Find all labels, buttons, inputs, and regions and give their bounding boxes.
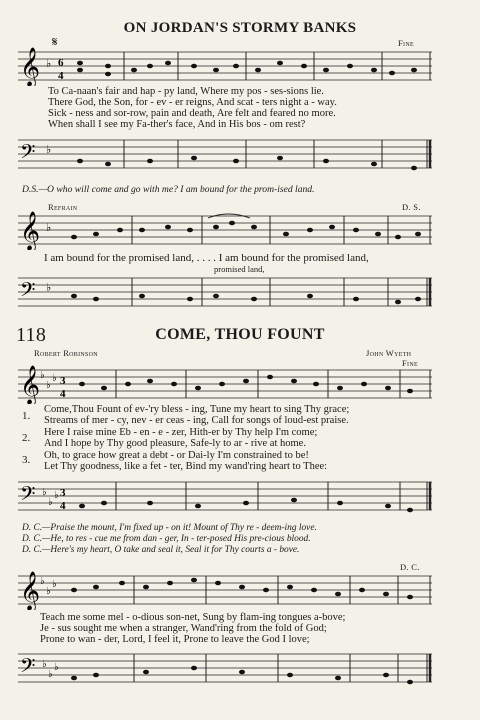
svg-text:♭: ♭ [48,669,53,680]
treble-staff [18,364,432,404]
refrain-label: Refrain [48,202,78,212]
svg-text:4: 4 [60,500,66,512]
svg-text:♭: ♭ [48,497,53,508]
svg-text:♭: ♭ [46,380,51,391]
author-credit: Robert Robinson [34,348,98,358]
fine-marker: Fine [402,358,418,368]
svg-text:♭: ♭ [40,576,45,587]
composer-credit: John Wyeth [366,348,412,358]
svg-text:♭: ♭ [54,490,59,501]
chorus-line: Prone to wan - der, Lord, I feel it, Prone to leave the God I love; [40,634,310,645]
verse-line: When shall I see my Fa-ther's face, And in His bos - om rest? [48,119,306,130]
svg-text:♭: ♭ [52,373,57,384]
svg-text:𝄢: 𝄢 [20,482,36,510]
hymn-number: 118 [16,324,47,346]
svg-text:♭: ♭ [42,659,47,670]
verse-line: Streams of mer - cy, nev - er ceas - ing, Call for songs of loud-est praise. [44,415,349,426]
segno-symbol: 𝄋 [52,34,58,49]
svg-text:𝄢: 𝄢 [20,140,36,168]
verse-line: Here I raise mine Eb - en - e - zer, Hith-er by Thy help I'm come; [44,427,318,438]
svg-text:♭: ♭ [46,281,52,294]
verse-line: There God, the Son, for - ev - er reigns, And scat - ters night a - way. [48,97,337,108]
chorus-line: Je - sus sought me when a stranger, Wand'ring from the fold of God; [40,623,327,634]
svg-text:♭: ♭ [40,370,45,381]
verse-line: Come,Thou Fount of ev-'ry bless - ing, Tune my heart to sing Thy grace; [44,404,350,415]
svg-text:♭: ♭ [46,57,52,70]
svg-text:♭: ♭ [42,487,47,498]
svg-text:3: 3 [60,375,66,387]
dc-lyric-line: D. C.—He, to res - cue me from dan - ger, In - ter-posed His pre-cious blood. [22,534,311,544]
verse-line: Let Thy goodness, like a fet - ter, Bind my wand'ring heart to Thee: [44,461,328,472]
verse-line: To Ca-naan's fair and hap - py land, Where my pos - ses-sions lie. [48,86,324,97]
dc-marker: D. C. [400,562,420,572]
hymn-title: COME, THOU FOUNT [155,326,325,343]
verse-line: And I hope by Thy good pleasure, Safe-ly to ar - rive at home. [44,438,306,449]
bass-staff [18,134,432,178]
treble-staff [18,570,432,610]
verse-number: 3. [22,454,31,466]
dc-lyric-line: D. C.—Here's my heart, O take and seal it, Seal it for Thy courts a - bove. [22,545,300,555]
svg-text:4: 4 [60,388,66,400]
refrain-lyric: I am bound for the promised land, . . . . I am bound for the promised land, [44,252,369,264]
svg-text:𝄞: 𝄞 [20,571,41,610]
svg-text:𝄢: 𝄢 [20,654,36,682]
svg-text:6: 6 [58,57,64,69]
verse-number: 1. [22,410,31,422]
hymn-title: ON JORDAN'S STORMY BANKS [123,20,357,36]
bass-staff [18,272,432,316]
dc-lyric-line: D. C.—Praise the mount, I'm fixed up - on it! Mount of Thy re - deem-ing love. [22,523,317,533]
refrain-sublyric: promised land, [214,264,265,274]
chorus-line: Teach me some mel - o-dious son-net, Sung by flam-ing tongues a-bove; [40,612,346,623]
svg-text:♭: ♭ [54,662,59,673]
svg-text:♭: ♭ [46,586,51,597]
svg-text:𝄞: 𝄞 [20,47,41,86]
ds-marker: D. S. [402,202,421,212]
svg-text:♭: ♭ [46,221,52,234]
svg-text:𝄞: 𝄞 [20,365,41,404]
verse-line: Sick - ness and sor-row, pain and death, Are felt and feared no more. [48,108,336,119]
treble-staff [18,46,432,86]
verse-line: Oh, to grace how great a debt - or Dai-ly I'm constrained to be! [44,450,309,461]
treble-staff [18,210,432,250]
fine-marker: Fine [398,38,414,48]
verse-number: 2. [22,432,31,444]
svg-text:𝄞: 𝄞 [20,211,41,250]
bass-staff [18,476,432,520]
svg-text:4: 4 [58,70,64,82]
svg-text:𝄢: 𝄢 [20,278,36,306]
svg-text:♭: ♭ [46,143,52,156]
svg-text:3: 3 [60,487,66,499]
ds-lyric-line: D.S.—O who will come and go with me? I am bound for the prom-ised land. [22,184,315,195]
svg-text:♭: ♭ [52,579,57,590]
bass-staff [18,648,432,692]
